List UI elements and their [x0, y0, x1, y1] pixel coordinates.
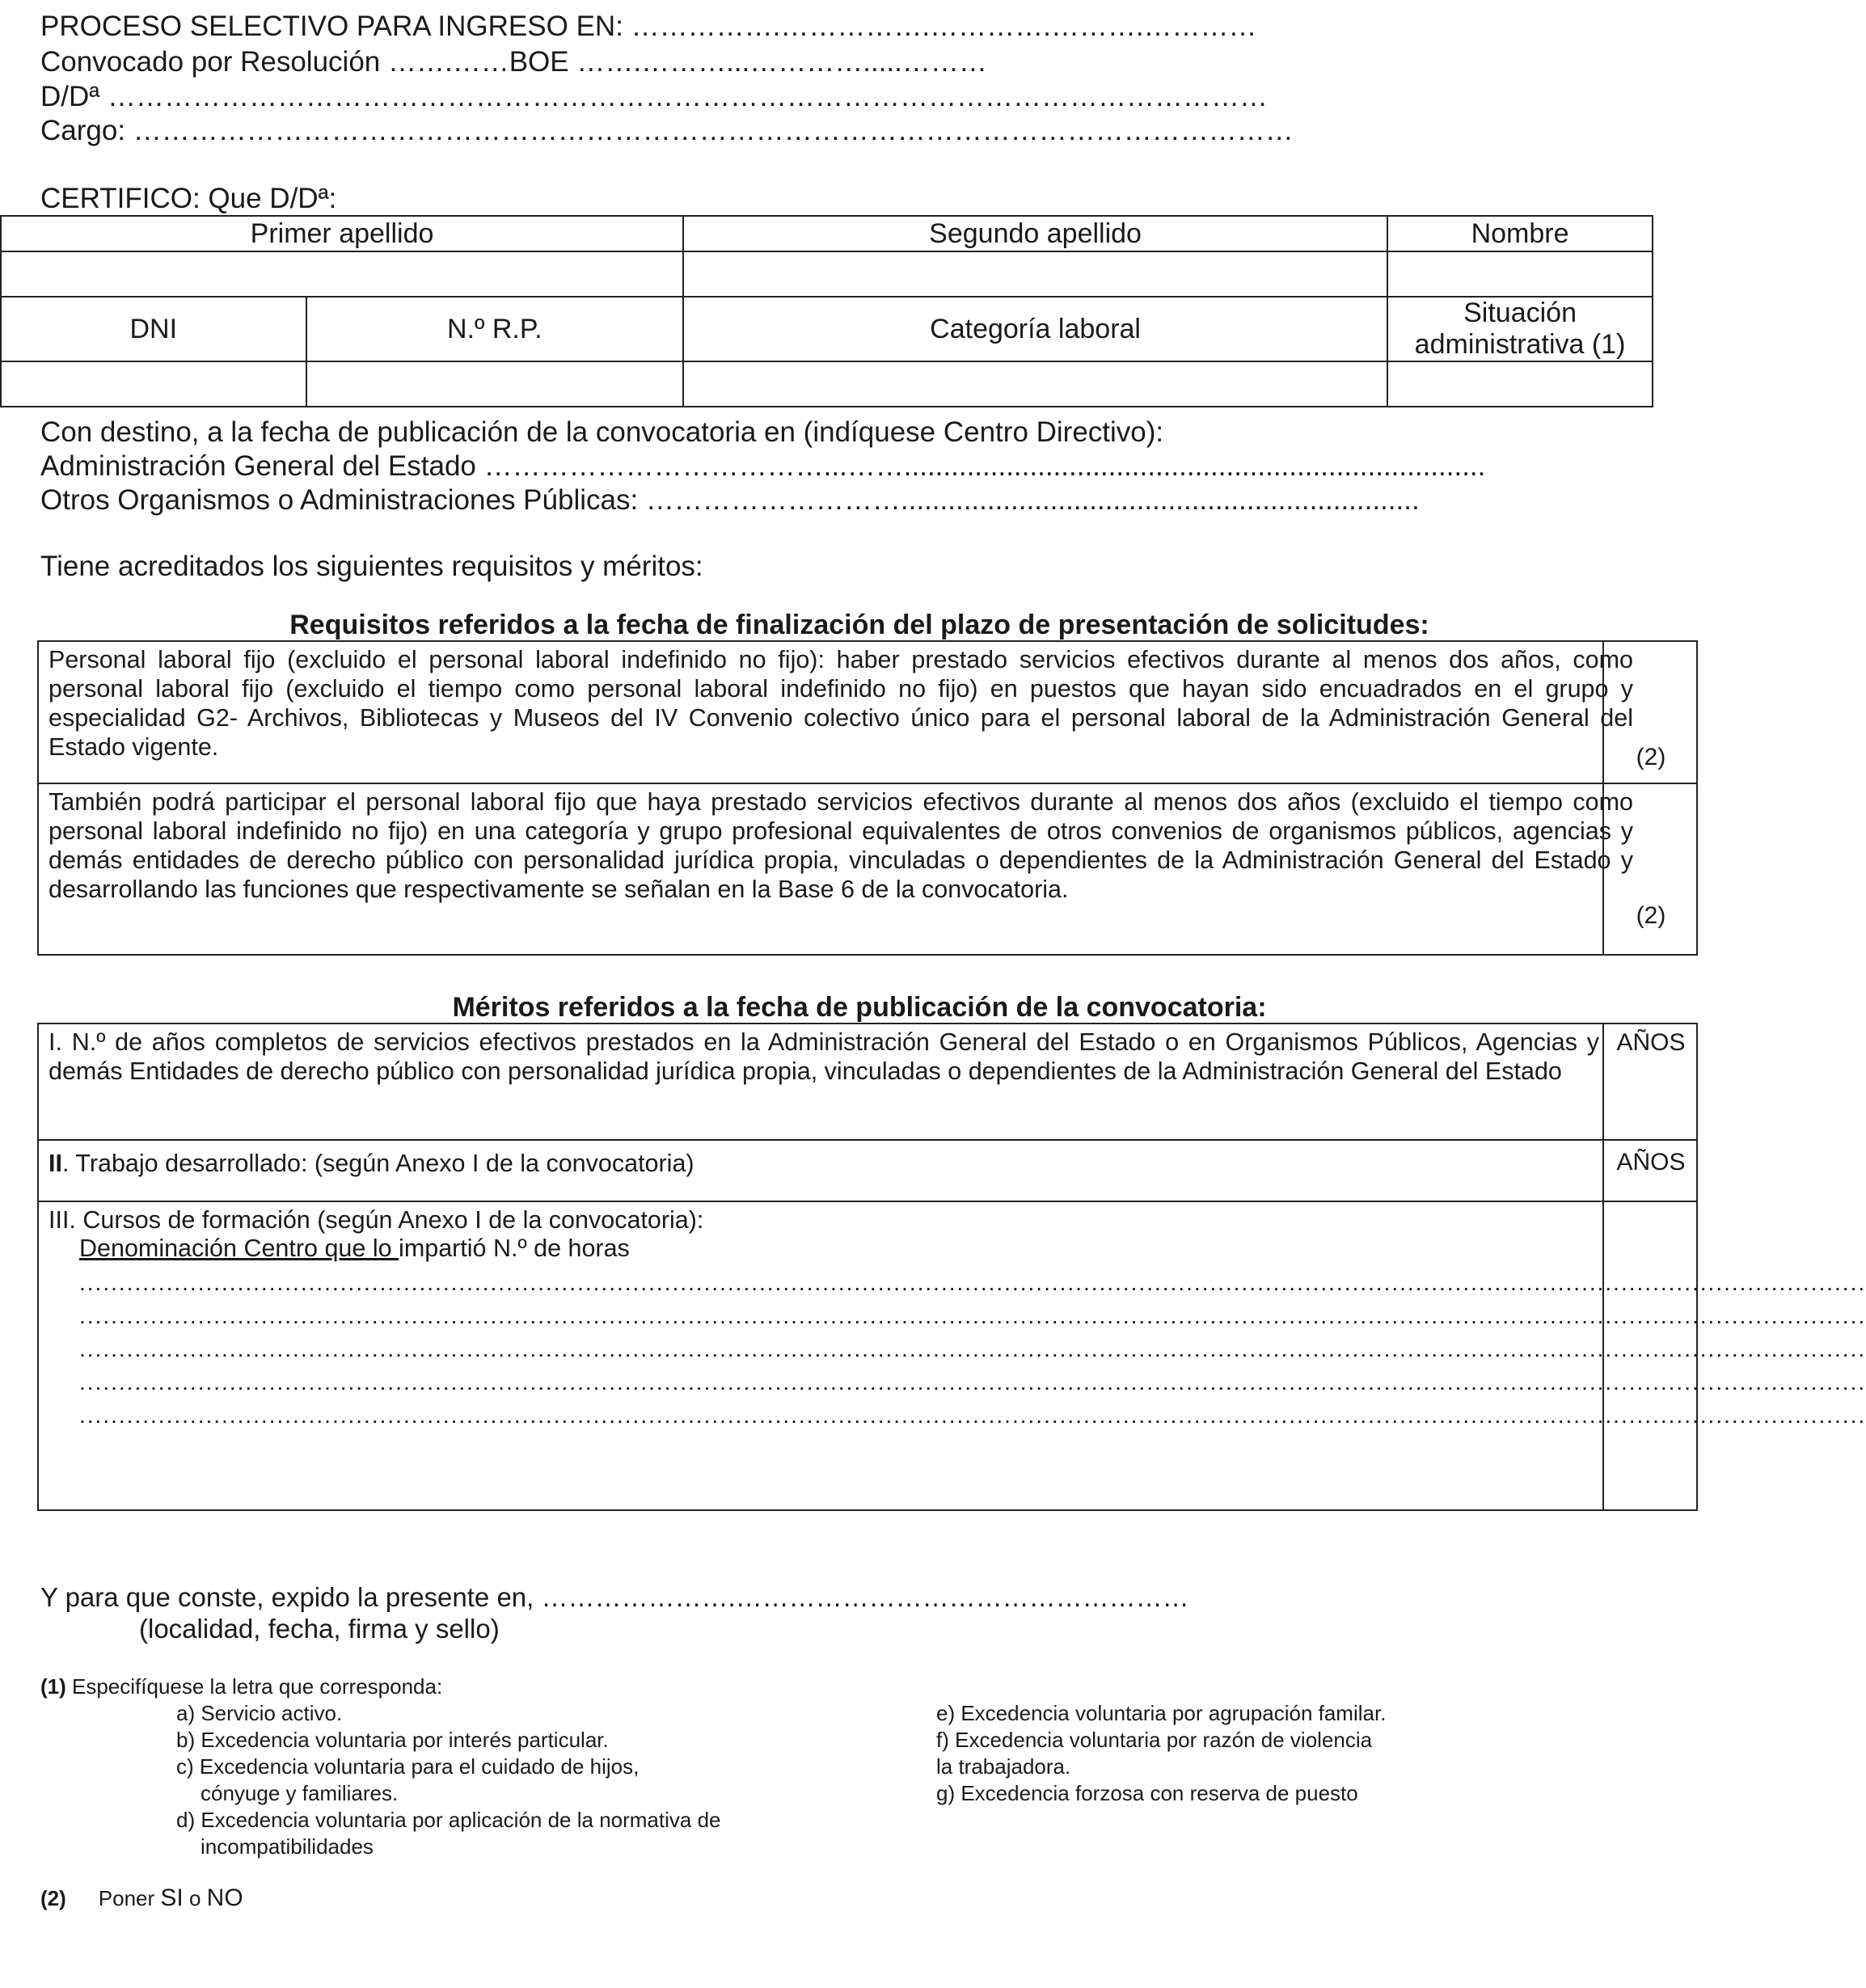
footnote-1-option: incompatibilidades	[201, 1834, 374, 1859]
destino-otros-line: Otros Organismos o Administraciones Públicas: ………………………..................................................................	[40, 484, 1420, 516]
cargo-line: Cargo: ……………………………………………………………………………………………………………	[40, 115, 1294, 146]
curso-entry-line[interactable]: ..................................................................................................................................................................................................................................	[79, 1336, 1866, 1361]
requisitos-title: Requisitos referidos a la fecha de finalización del plazo de presentación de solicitudes:	[289, 610, 1429, 640]
requisito-mark[interactable]: (2)	[1636, 902, 1666, 929]
footnote-2-label: (2)	[40, 1886, 66, 1910]
header-segundo-apellido: Segundo apellido	[683, 216, 1387, 251]
column-divider	[1602, 1202, 1604, 1509]
footnote-2-no: NO	[206, 1885, 243, 1911]
footnote-1-option: c) Excedencia voluntaria para el cuidado de hijos,	[176, 1754, 640, 1779]
conste-line: Y para que conste, expido la presente en, ………………….……………………………………………	[40, 1582, 1189, 1612]
destino-age-line: Administración General del Estado ………………………………...……..........................................................................	[40, 450, 1486, 482]
conste-sub: (localidad, fecha, firma y sello)	[139, 1614, 500, 1644]
curso-entry-line[interactable]: ..................................................................................................................................................................................................................................	[79, 1303, 1866, 1328]
footnote-1-text: Especifíquese la letra que corresponda:	[65, 1674, 443, 1699]
merito-servicios-text: I. N.º de años completos de servicios efectivos prestados en la Administración General del Estado o en Organismos Públicos, Agencias y demás Entidades de derecho público con personalidad jurídica propia, vinculadas o dependientes de la Administración General del Estado	[49, 1028, 1599, 1085]
header-categoria-laboral: Categoría laboral	[683, 297, 1387, 361]
footnote-1-option: a) Servicio activo.	[176, 1701, 343, 1725]
footnote-1-option: d) Excedencia voluntaria por aplicación de la normativa de	[176, 1808, 721, 1832]
footnote-1-label: (1)	[40, 1674, 66, 1699]
merito-row-trabajo	[39, 1141, 1696, 1202]
destino-intro: Con destino, a la fecha de publicación de la convocatoria en (indíquese Centro Directivo):	[40, 416, 1164, 448]
footnote-2-si: SI	[160, 1885, 184, 1911]
header-nrp: N.º R.P.	[306, 297, 683, 361]
footnote-1-option: cónyuge y familiares.	[201, 1781, 399, 1805]
footnote-1-option: f) Excedencia voluntaria por razón de violencia	[936, 1728, 1373, 1752]
header-primer-apellido: Primer apellido	[1, 216, 683, 251]
merito-servicios-anos[interactable]: AÑOS	[1616, 1029, 1686, 1056]
footnote-1-option: b) Excedencia voluntaria por interés particular.	[176, 1728, 609, 1752]
cursos-subheader-rest: impartió N.º de horas	[399, 1235, 630, 1262]
merito-row-cursos	[39, 1202, 1866, 1509]
merito-trabajo-text	[49, 1149, 1633, 1178]
requisito-row	[39, 642, 1696, 784]
merito-trabajo-anos[interactable]: AÑOS	[1616, 1149, 1686, 1175]
requisito-text: Personal laboral fijo (excluido el personal laboral indefinido no fijo): haber prestado servicios efectivos durante al menos dos años, como personal laboral fijo (excluido el tiempo como personal laboral indefinido no fijo) en puestos que hayan sido encuadrados en el grupo y especialidad G2- Archivos, Bibliotecas y Museos del IV Convenio colectivo único para el personal laboral de la Administración General del Estado vigente.	[49, 646, 1633, 761]
personal-data-table	[0, 215, 1653, 407]
header-nombre: Nombre	[1387, 216, 1653, 251]
field-primer-apellido[interactable]	[1, 251, 683, 297]
meritos-title: Méritos referidos a la fecha de publicación de la convocatoria:	[452, 992, 1267, 1023]
field-segundo-apellido[interactable]	[683, 251, 1387, 297]
certifico-label: CERTIFICO: Que D/Dª:	[40, 183, 337, 214]
curso-entry-line[interactable]: ..................................................................................................................................................................................................................................	[79, 1403, 1866, 1428]
requisito-mark[interactable]: (2)	[1636, 744, 1666, 770]
field-nombre[interactable]	[1387, 251, 1653, 297]
meritos-box	[37, 1023, 1866, 1511]
curso-entry-line[interactable]: ..................................................................................................................................................................................................................................	[79, 1370, 1866, 1395]
footnote-2-text-a: Poner	[98, 1886, 161, 1910]
field-categoria-laboral[interactable]	[683, 361, 1387, 407]
field-nrp[interactable]	[306, 361, 683, 407]
header-situacion-administrativa: Situación administrativa (1)	[1387, 297, 1653, 361]
cursos-subheader-underlined: Denominación Centro que lo	[79, 1235, 399, 1262]
requisito-text: También podrá participar el personal laboral fijo que haya prestado servicios efectivos durante al menos dos años (excluido el tiempo como personal laboral indefinido no fijo) en una categoría y grupo profesional equivalentes de otros convenios de organismos públicos, agencias y demás entidades de derecho público con personalidad jurídica propia, vinculadas o dependientes de la Administración General del Estado y desarrollando las funciones que respectivamente se señalan en la Base 6 de la convocatoria.	[49, 788, 1633, 903]
dda-line: D/Dª ……………………………………………………………………………………………………………	[40, 81, 1268, 112]
proceso-line: PROCESO SELECTIVO PARA INGRESO EN: …………….…………….………….……….…………	[40, 11, 1257, 42]
footnote-2	[40, 1884, 243, 1913]
tiene-acreditados: Tiene acreditados los siguientes requisitos y méritos:	[40, 551, 703, 582]
convocado-line: Convocado por Resolución …….……BOE …….………...………….....………	[40, 46, 987, 78]
footnote-1-header	[40, 1674, 442, 1700]
footnote-1-option: la trabajadora.	[936, 1754, 1071, 1779]
footnote-2-text-c: o	[183, 1886, 207, 1910]
footnote-1-option: e) Excedencia voluntaria por agrupación familar.	[936, 1701, 1387, 1725]
merito-cursos-text: III. Cursos de formación (según Anexo I de la convocatoria):	[49, 1206, 704, 1234]
merito-trabajo-num: II	[49, 1150, 62, 1177]
requisitos-box	[37, 640, 1698, 956]
cursos-subheader	[79, 1235, 630, 1263]
merito-trabajo-label: . Trabajo desarrollado: (según Anexo I de la convocatoria)	[61, 1150, 694, 1177]
curso-entry-line[interactable]: ..................................................................................................................................................................................................................................	[79, 1270, 1866, 1295]
requisito-row	[39, 784, 1696, 954]
footnote-1-option: g) Excedencia forzosa con reserva de puesto	[936, 1781, 1358, 1805]
header-dni: DNI	[1, 297, 306, 361]
field-situacion-administrativa[interactable]	[1387, 361, 1653, 407]
field-dni[interactable]	[1, 361, 306, 407]
merito-row-servicios	[39, 1024, 1696, 1141]
